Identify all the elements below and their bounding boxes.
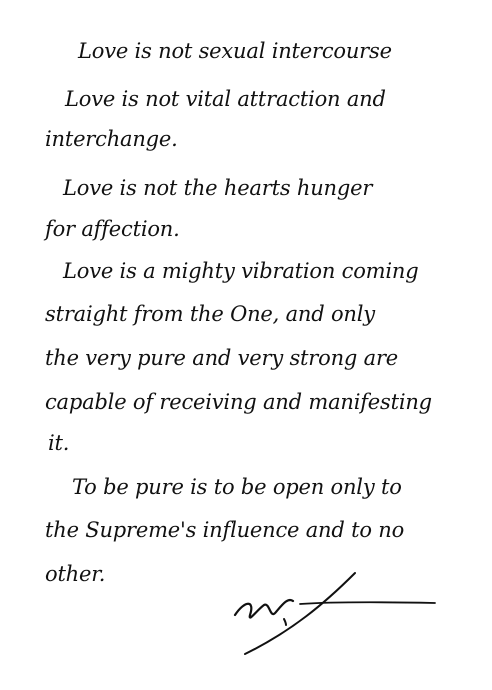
text-line-11: To be pure is to be open only to [72, 475, 402, 499]
text-line-7: straight from the One, and only [45, 302, 375, 326]
signature [210, 565, 460, 665]
text-line-1: Love is not sexual intercourse [78, 39, 392, 63]
text-line-4: Love is not the hearts hunger [63, 176, 373, 200]
text-line-8: the very pure and very strong are [45, 346, 399, 370]
text-line-6: Love is a mighty vibration coming [63, 259, 419, 283]
text-line-2: Love is not vital attraction and [65, 87, 386, 111]
text-line-12: the Supreme's influence and to no [45, 518, 405, 542]
text-line-9: capable of receiving and manifesting [45, 390, 432, 414]
text-line-13: other. [45, 562, 106, 586]
text-line-10: it. [48, 431, 70, 455]
text-line-3: interchange. [45, 127, 178, 151]
text-line-5: for affection. [45, 217, 180, 241]
